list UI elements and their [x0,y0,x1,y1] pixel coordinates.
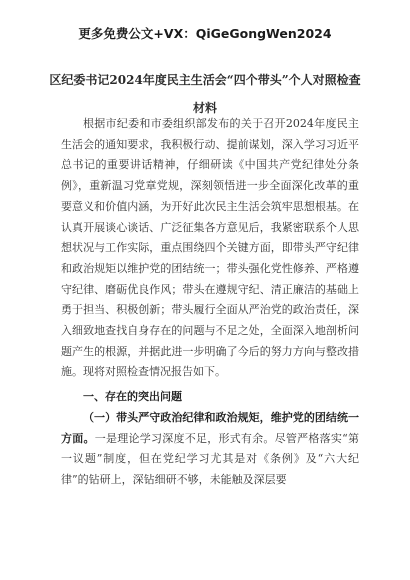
subsection-text: 一是理论学习深度不足，形式有余。尽管严格落实“第一议题”制度，但在党纪学习尤其是对《条例》及“六大纪律”的钻研上，深钻细研不够，未能触及深层要 [61,431,360,486]
subsection-paragraph [61,408,359,491]
document-title: 区纪委书记2024年度民主生活会“四个带头”个人对照检查材料 [49,73,361,115]
document-body [61,114,359,491]
subsection-heading: （一）带头严守政治纪律和政治规矩，维护党的团结统一方面。 [61,410,359,445]
section-heading: 一、存在的突出问题 [83,390,182,404]
promo-banner: 更多免费公文+VX：QiGeGongWen2024 [78,26,332,41]
intro-paragraph: 根据市纪委和市委组织部发布的关于召开2024年度民主生活会的通知要求，我积极行动、提前谋划，深入学习习近平总书记的重要讲话精神，仔细研读《中国共产党纪律处分条例》，重新温习党章党规，深刻领悟进一步全面深化改革的重要意义和价值内涵，为开好此次民主生活会筑牢思想根基。在认真开展谈心谈话、广泛征集各方意见后，我紧密联系个人思想状况与工作实际，重点围绕四个关键方面，即带头严守纪律和政治规矩以维护党的团结统一；带头强化党性修养、严格遵守纪律、磨砺优良作风；带头在遵规守纪、清正廉洁的基础上勇于担当、积极创新；带头履行全面从严治党的政治责任，深入细致地查找自身存在的问题与不足之处，全面深入地剖析问题产生的根源，并据此进一步明确了今后的努力方向与整改措施。现将对照检查情况报告如下。 [61,117,359,379]
